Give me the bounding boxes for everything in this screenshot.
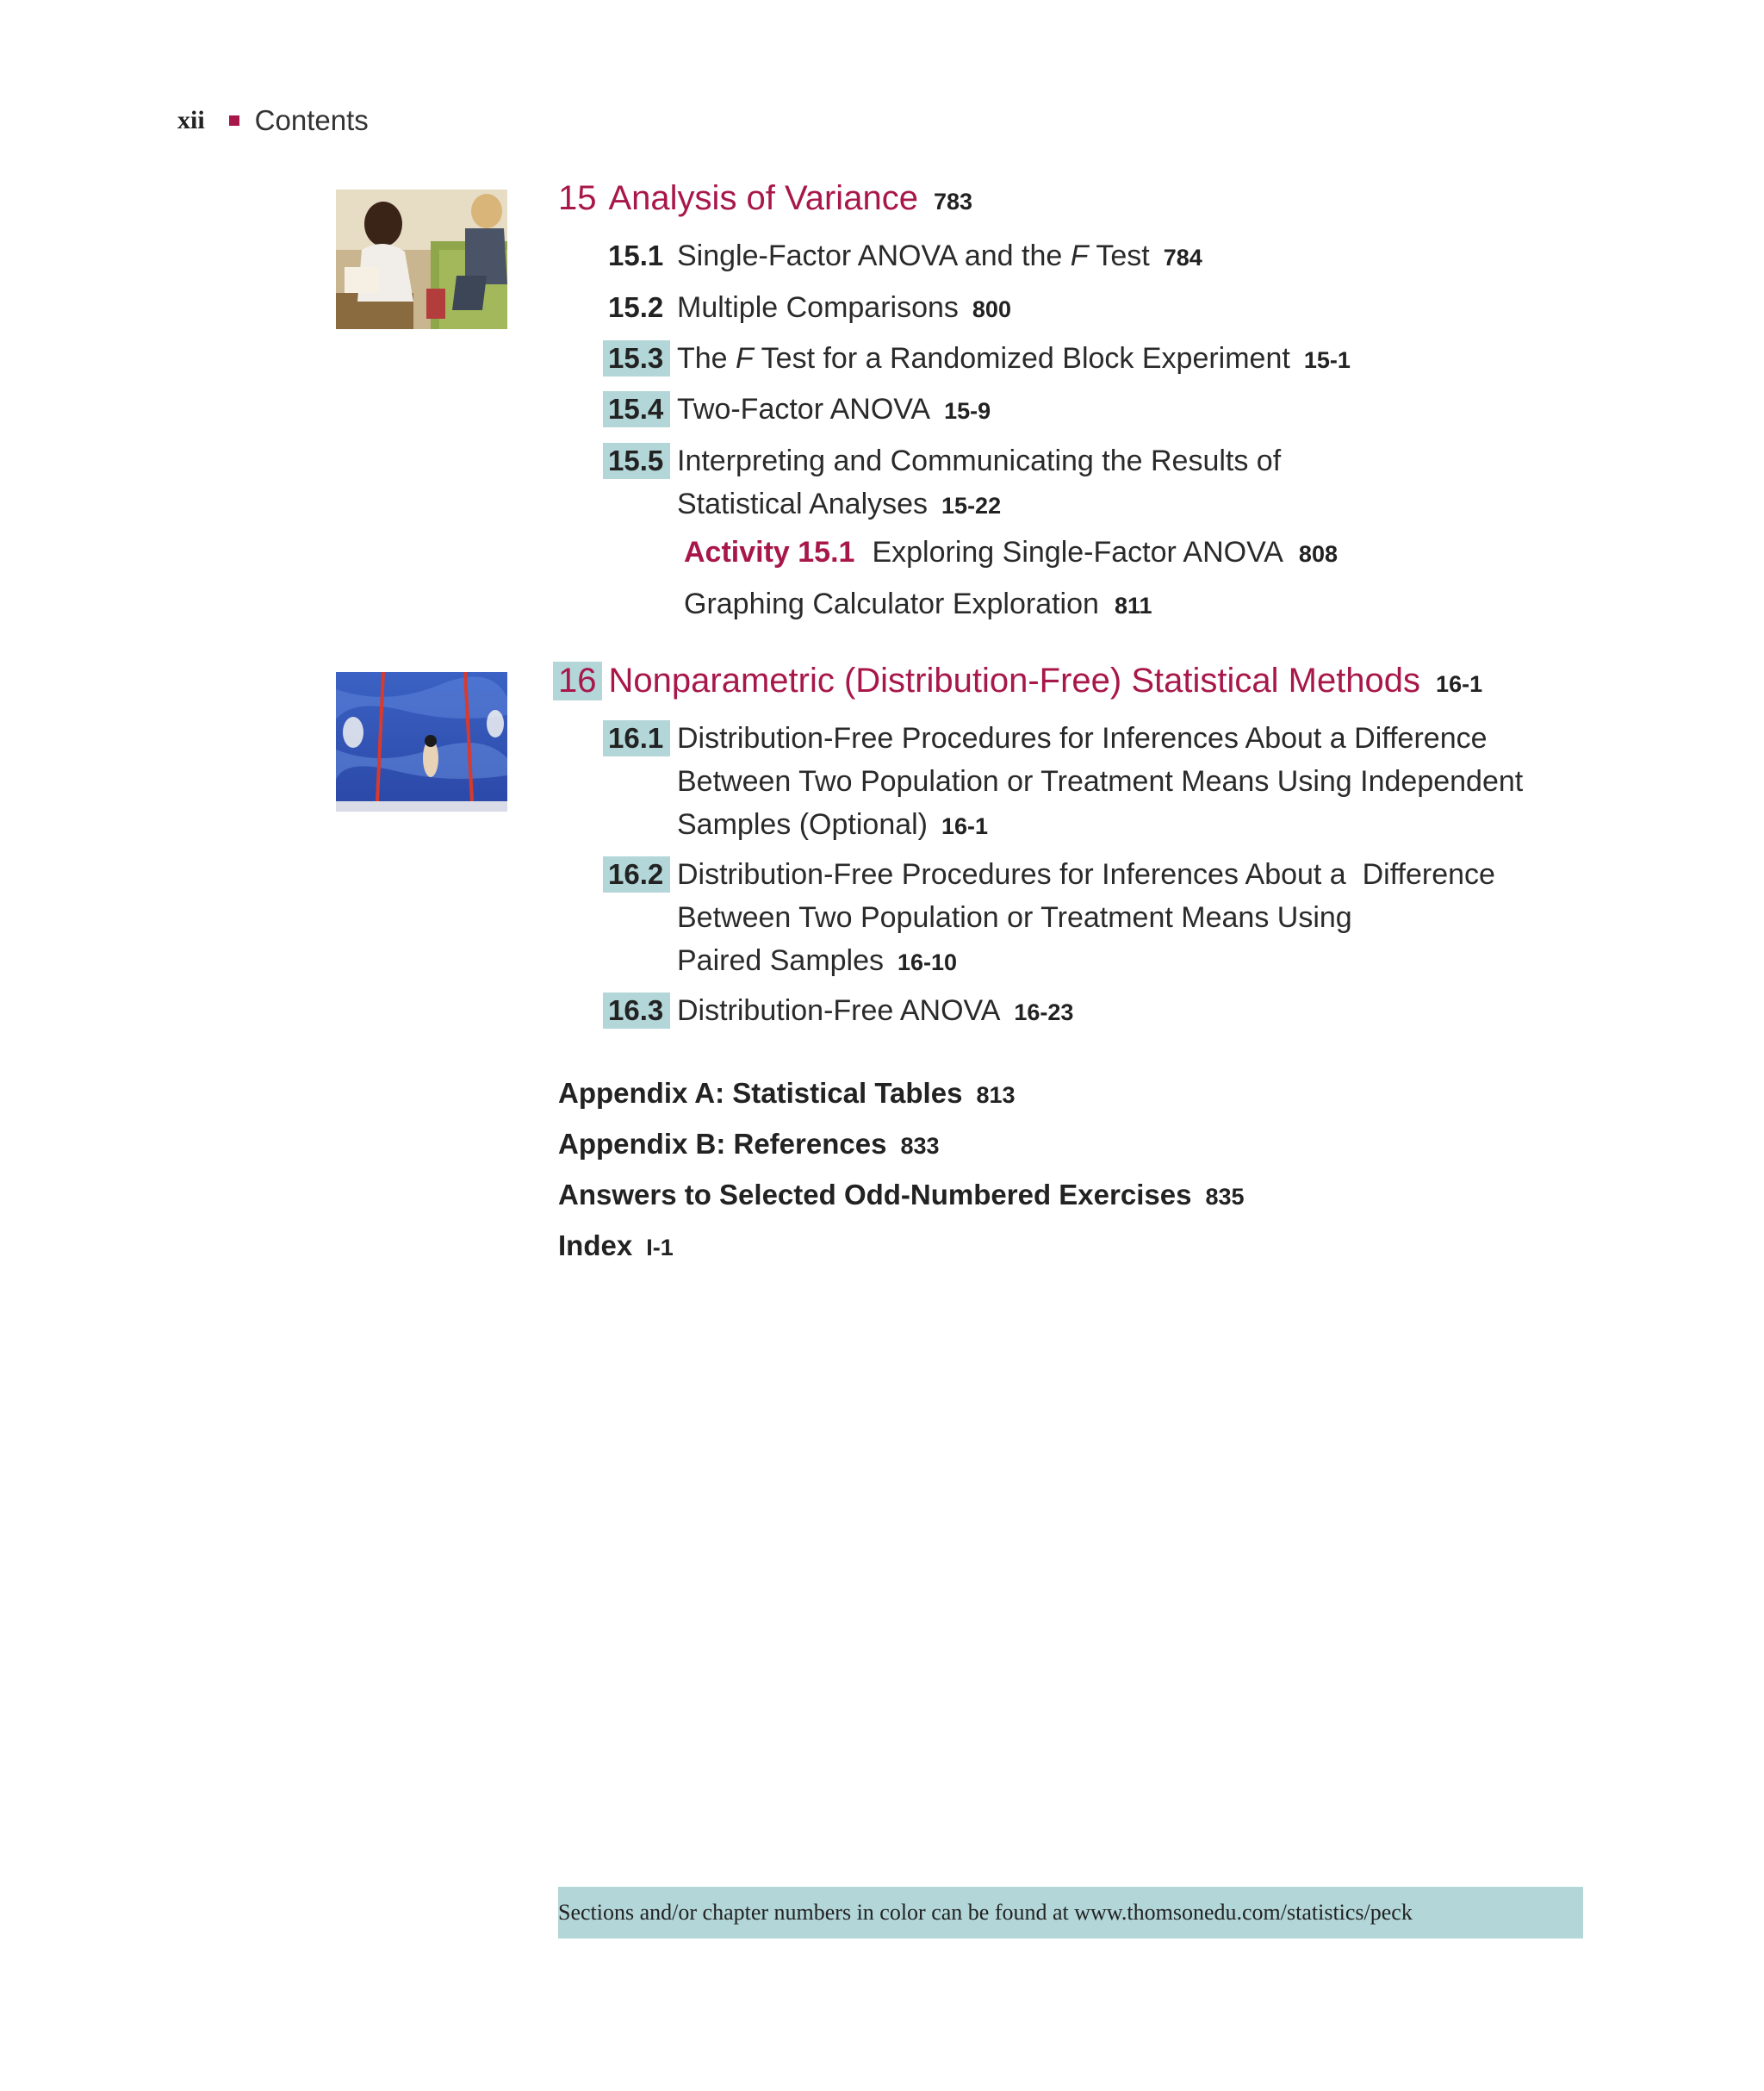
section-number: 15.3: [603, 340, 670, 377]
section-number: 16.3: [603, 993, 670, 1029]
section-number: 15.2: [608, 291, 664, 323]
page-number: 16-1: [1436, 671, 1483, 697]
section-title: Interpreting and Communicating the Results of Statistical Analyses 15-22: [677, 445, 1282, 520]
running-head: [177, 102, 369, 140]
appendix-a-entry[interactable]: [558, 1077, 1016, 1110]
entry-title: Appendix B: References: [558, 1128, 887, 1160]
footer-note: Sections and/or chapter numbers in color can be found at www.thomsonedu.com/statistics/peck: [558, 1887, 1583, 1939]
chapter-15-heading[interactable]: [558, 179, 972, 218]
chapter-title: Analysis of Variance: [608, 179, 918, 217]
section-title: Two-Factor ANOVA 15-9: [677, 393, 991, 426]
page-number: 16-1: [941, 813, 989, 839]
page-number: 16-10: [898, 949, 958, 975]
section-title: The F Test for a Randomized Block Experiment 15-1: [677, 342, 1351, 375]
bullet-square-icon: [229, 115, 239, 126]
appendix-b-entry[interactable]: [558, 1128, 940, 1161]
page-number: 15-22: [941, 493, 1002, 519]
section-16-2[interactable]: [608, 856, 1495, 984]
section-number: 16.1: [603, 720, 670, 756]
index-entry[interactable]: [558, 1229, 674, 1262]
section-number: 16.2: [603, 856, 670, 893]
section-title: Multiple Comparisons 800: [677, 291, 1011, 324]
section-15-2[interactable]: [608, 289, 1011, 331]
activity-15-1[interactable]: [684, 536, 1338, 569]
section-15-3[interactable]: [608, 340, 1351, 382]
page-number: 835: [1205, 1184, 1245, 1210]
chapter-number: 15: [558, 179, 597, 217]
page-number: 784: [1163, 245, 1202, 271]
section-15-4[interactable]: [608, 391, 991, 433]
page-number: 16-23: [1014, 999, 1074, 1025]
section-16-3[interactable]: [608, 993, 1073, 1034]
entry-title: Appendix A: Statistical Tables: [558, 1077, 963, 1109]
section-number: 15.4: [603, 391, 670, 427]
exploration-title: Graphing Calculator Exploration: [684, 588, 1099, 620]
page-number: 800: [972, 296, 1011, 322]
running-head-title: Contents: [254, 104, 369, 136]
activity-label: Activity 15.1: [684, 536, 855, 569]
page-number: 813: [976, 1082, 1016, 1108]
section-title: Distribution-Free Procedures for Inferences About a Difference Between Two Population or Treatment Means Using Independent Samples (Optional) 16-1: [677, 722, 1524, 841]
answers-entry[interactable]: [558, 1179, 1245, 1211]
entry-title: Index: [558, 1229, 633, 1261]
chapter-16-heading[interactable]: [558, 662, 1482, 700]
section-16-1[interactable]: [608, 720, 1523, 848]
section-title: Single-Factor ANOVA and the F Test 784: [677, 240, 1202, 272]
page-number: 783: [933, 189, 972, 215]
section-title: Distribution-Free Procedures for Inferences About a Difference Between Two Population or Treatment Means Using Paired Samples 16-10: [677, 858, 1495, 977]
page-number: 808: [1298, 541, 1338, 567]
entry-title: Answers to Selected Odd-Numbered Exercises: [558, 1179, 1192, 1210]
chapter-number: 16: [553, 662, 602, 700]
section-title: Distribution-Free ANOVA 16-23: [677, 994, 1074, 1027]
activity-title: Exploring Single-Factor ANOVA: [872, 536, 1283, 569]
page-number: I-1: [646, 1235, 674, 1260]
section-15-5[interactable]: [608, 443, 1281, 527]
chapter-15-photo: [336, 190, 507, 329]
section-number: 15.1: [608, 240, 664, 271]
section-number: 15.5: [603, 443, 670, 479]
page-number: 15-1: [1303, 347, 1351, 373]
page-folio: xii: [177, 106, 205, 134]
section-15-1[interactable]: [608, 238, 1202, 279]
page-number: 15-9: [944, 398, 991, 424]
chapter-16-photo: [336, 672, 507, 812]
chapter-title: Nonparametric (Distribution-Free) Statistical Methods: [608, 662, 1421, 700]
graphing-calculator-exploration[interactable]: [684, 588, 1152, 621]
page-number: 811: [1114, 593, 1152, 619]
page-number: 833: [900, 1133, 940, 1159]
